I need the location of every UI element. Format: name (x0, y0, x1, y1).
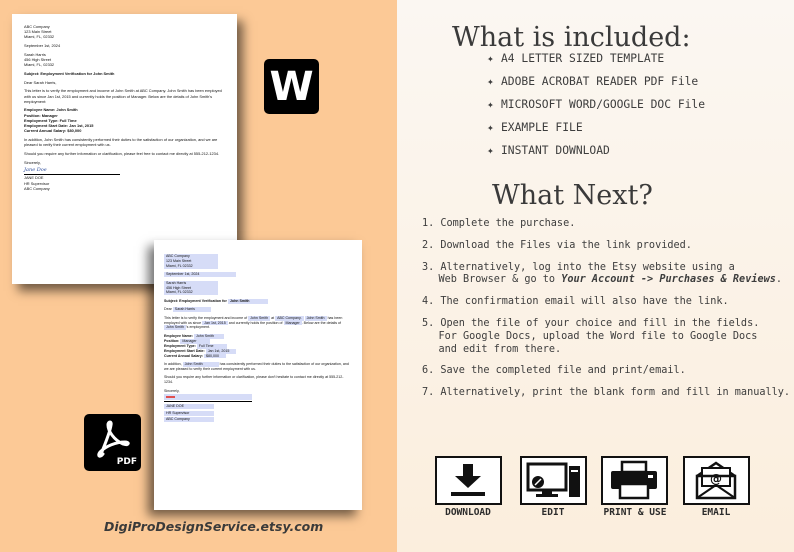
doc2-body-text: This letter is to verify the employment and income of (164, 315, 248, 320)
doc1-recipient: Sarah Harris (24, 51, 46, 57)
doc2-body3: Should you require any further information or clarification, please don't hesitate to contact me directly at 555-212-1234. (164, 375, 344, 385)
doc2-date: September 1st, 2024 (164, 272, 236, 277)
pdf-icon (84, 414, 141, 471)
edit-card (520, 456, 587, 505)
email-card (683, 456, 750, 505)
word-icon: W (264, 59, 319, 114)
signature-line (164, 401, 252, 402)
next-steps-list (422, 218, 790, 409)
doc2-body-text: 's employment. (185, 325, 211, 330)
doc2-body-text: has been employed with us since (164, 315, 343, 325)
doc2-body-field[interactable]: ABC Company. (277, 315, 302, 320)
doc2-company2[interactable]: ABC Company (164, 417, 214, 422)
included-heading: What is included: (452, 22, 691, 53)
doc2-body-field[interactable]: John Smith (250, 315, 269, 320)
diamond-bullet-icon: ✦ (487, 144, 494, 157)
diamond-bullet-icon: ✦ (487, 98, 494, 111)
doc1-address1: 123 Main Street (24, 29, 52, 35)
fillable-form (154, 240, 362, 510)
edit-label: EDIT (541, 507, 565, 518)
doc2-body2-field[interactable]: John Smith (183, 362, 219, 367)
doc1-body3: Should you require any further information or clarification, please feel free to contact me directly at 555-212-1234. (24, 150, 220, 156)
doc2-recipient: Sarah Harris (164, 281, 218, 286)
shop-url: DigiProDesignService.etsy.com (104, 519, 324, 534)
doc2-body-field[interactable]: John Smith (306, 315, 325, 320)
download-label: DOWNLOAD (445, 507, 491, 518)
doc2-body-text: at (271, 315, 275, 320)
step-item: 5. Open the file of your choice and fill in the fields. For Google Docs, upload the Word file to Google Docs and edit from there. (422, 317, 760, 355)
doc2-r-address2: Miami, FL 02332 (164, 290, 218, 295)
edit-icon (522, 458, 584, 502)
account-path: Your Account -> Purchases & Reviews (561, 274, 776, 286)
doc2-greeting: Dear (164, 307, 172, 312)
step-item: 7. Alternatively, print the blank form and fill in manually. (422, 387, 791, 399)
doc1-field-start: Employment Start Date: Jan 1st, 2015 (24, 123, 94, 129)
doc1-address2: Miami, FL, 02332 (24, 34, 55, 40)
doc1-field-type: Employment Type: Full Time (24, 117, 77, 123)
diamond-bullet-icon: ✦ (487, 121, 494, 134)
included-item: ✦ MICROSOFT WORD/GOOGLE DOC File (487, 98, 706, 111)
doc2-subject: Subject: Employment Verification for (164, 298, 227, 303)
print-card (601, 456, 668, 505)
doc2-field-value[interactable]: Full Time (197, 344, 227, 349)
doc1-closing: Sincerely, (24, 159, 41, 165)
doc1-body2: In addition, John Smith has consistently performed their duties to the satisfaction of our organization, and we are pleased to verify their current employment with us. (24, 136, 218, 148)
doc2-company: ABC Company (164, 254, 218, 259)
doc1-title: HR Supervisor (24, 180, 50, 186)
step-item: 6. Save the completed file and print/email. (422, 365, 686, 377)
doc2-title[interactable]: HR Supervisor (164, 411, 214, 416)
print-label: PRINT & USE (603, 507, 667, 518)
doc2-field-label: Current Annual Salary: (164, 353, 204, 358)
included-item: ✦ INSTANT DOWNLOAD (487, 144, 610, 157)
doc2-field-label: Position: (164, 338, 180, 343)
signature-marker (166, 396, 175, 398)
diamond-bullet-icon: ✦ (487, 75, 494, 88)
doc2-field-value[interactable]: John Smith (194, 334, 224, 339)
doc2-body-field[interactable]: John Smith (166, 325, 184, 330)
printer-icon (603, 458, 665, 502)
doc1-company: ABC Company (24, 24, 50, 29)
doc2-body-text: and currently holds the position of (228, 320, 283, 325)
included-item: ✦ ADOBE ACROBAT READER PDF File (487, 75, 699, 88)
next-heading: What Next? (492, 180, 653, 211)
included-item: ✦ EXAMPLE FILE (487, 121, 583, 134)
download-card (435, 456, 502, 505)
doc1-date: September 1st, 2024 (24, 43, 61, 49)
download-icon (437, 458, 499, 502)
doc2-r-address1: 456 High Street (164, 286, 218, 291)
doc2-field-label: Employment Type: (164, 343, 196, 348)
doc2-field-value[interactable]: Manager (180, 339, 210, 344)
included-list (487, 52, 705, 167)
step-item: 2. Download the Files via the link provided. (422, 239, 692, 251)
doc1-field-position: Position: Manager (24, 112, 58, 118)
step-item: 1. Complete the purchase. (422, 218, 576, 229)
pdf-label: PDF (116, 457, 137, 467)
step-item: 4. The confirmation email will also have the link. (422, 296, 729, 308)
doc2-field-value[interactable]: Jan 1st, 2015 (206, 349, 236, 354)
doc1-greeting: Dear Sarah Harris, (24, 79, 57, 85)
diamond-bullet-icon: ✦ (487, 52, 494, 65)
doc2-body-text: . Below are the details of (301, 320, 342, 325)
doc1-subject: Subject: Employment Verification for John Smith (24, 70, 115, 76)
svg-text:@: @ (710, 472, 722, 486)
doc2-closing: Sincerely, (164, 388, 180, 393)
email-label: EMAIL (701, 507, 731, 518)
email-icon (685, 458, 747, 502)
doc1-field-salary: Current Annual Salary: $80,000 (24, 128, 82, 134)
doc2-body2-text: In addition, (164, 361, 182, 366)
doc2-signer[interactable]: JANE DOE (164, 404, 214, 409)
doc1-r-address1: 456 High Street (24, 57, 52, 63)
doc2-greeting-field[interactable]: Sarah Harris (173, 307, 211, 312)
doc2-field-label: Employment Start Date: (164, 348, 205, 353)
doc2-field-label: Employee Name: (164, 333, 193, 338)
doc2-subject-field[interactable]: John Smith (228, 299, 268, 304)
included-item: ✦ A4 LETTER SIZED TEMPLATE (487, 52, 665, 65)
doc2-body-field[interactable]: Jan 1st, 2015 (204, 320, 226, 325)
doc2-field-value[interactable]: $80,000 (204, 354, 226, 359)
doc2-body-field[interactable]: Manager (285, 320, 300, 325)
doc1-body: This letter is to verify the employment and income of John Smith at ABC Company. John Smith has been employed with us since Jan 1st, 2015 and currently holds the position of Manager. Below are the details of John Smith's employment: (24, 88, 222, 104)
doc1-r-address2: Miami, FL, 02332 (24, 62, 55, 68)
doc1-company2: ABC Company (24, 185, 50, 191)
signature-field[interactable] (164, 394, 252, 400)
doc1-field-name: Employee Name: John Smith (24, 107, 78, 113)
step-item: 3. Alternatively, log into the Etsy website using a Web Browser & go to Your Account -> Purchases & Reviews. (422, 261, 782, 286)
doc2-address1: 123 Main Street (164, 259, 218, 264)
doc1-signature: Jane Doe (24, 167, 47, 174)
doc2-body2-text: has consistently performed their duties to the satisfaction of our organization, and we are pleased to verify their current employment with us. (164, 361, 349, 371)
doc2-address2: Miami, FL 02332 (164, 264, 218, 269)
doc1-signer: JANE DOE (24, 175, 44, 181)
